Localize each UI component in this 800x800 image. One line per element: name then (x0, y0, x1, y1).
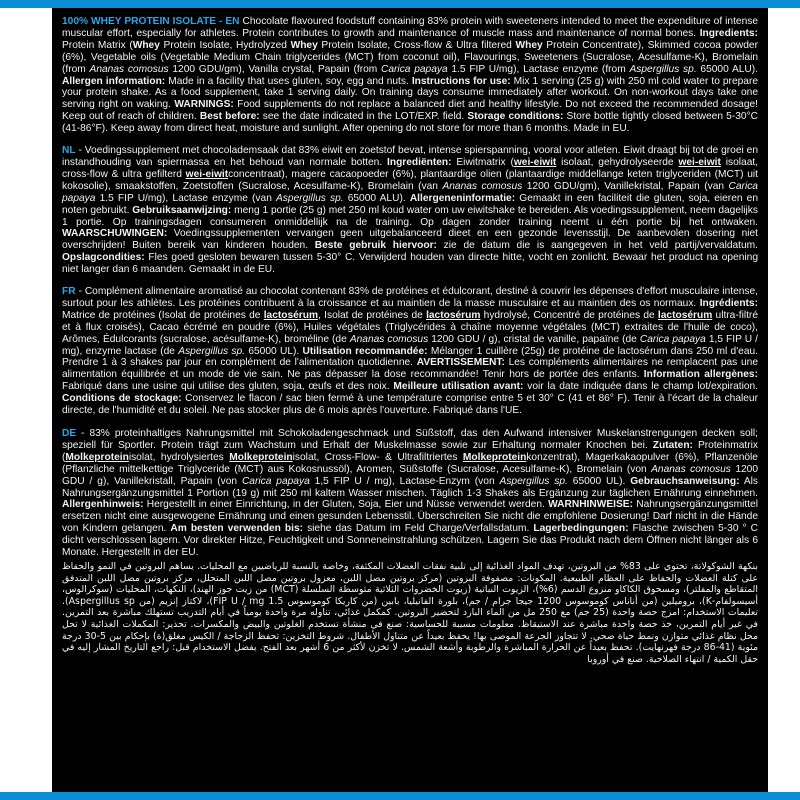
lang-title-en: 100% WHEY PROTEIN ISOLATE - EN (62, 16, 240, 27)
warnings-label-nl: WAARSCHUWINGEN: (62, 228, 168, 240)
lang-title-nl: NL (62, 145, 76, 157)
ingredients-label-nl: Ingrediënten: (387, 156, 452, 168)
use-label-fr: Utilisation recommandée: (302, 345, 428, 357)
lang-title-fr: FR (62, 286, 76, 298)
warnings-label-en: WARNINGS: (174, 99, 234, 111)
storage-label-nl: Opslagcondities: (62, 252, 145, 264)
allergen-label-fr: Information allergènes: (643, 369, 758, 381)
best-before-label-de: Am besten verwenden bis: (170, 523, 304, 535)
allergen-label-de: Allergenhinweis: (62, 499, 144, 511)
label-text-panel (52, 8, 768, 792)
bottom-blue-stripe (0, 792, 800, 800)
use-label-en: Instructions for use: (411, 75, 511, 87)
allergen-label-en: Allergen information: (62, 75, 166, 87)
storage-label-fr: Conditions de stockage: (62, 393, 182, 405)
use-label-nl: Gebruiksaanwijzing: (132, 204, 232, 216)
storage-label-de: Lagerbedingungen: (533, 523, 629, 535)
top-blue-stripe (0, 0, 800, 8)
best-before-label-fr: Meilleure utilisation avant: (393, 381, 524, 393)
allergen-label-nl: Allergeneninformatie: (409, 192, 516, 204)
ingredients-label-fr: Ingrédients: (699, 297, 758, 309)
section-en: 100% WHEY PROTEIN ISOLATE - EN Chocolate flavoured foodstuff containing 83% protein with sweeteners intended to meet the expenditure of intense muscular effort, especially for athletes. Protein contributes to growth and maintenance of muscle mass and maintenance of normal bones. Ingredients: Protein Matrix (Whey Protein Isolate, Hydrolyzed Whey Protein Isolate, Cross-flow & Ultra filtered Whey Protein Concentrate), Skimmed cocoa powder (6%), Vegetable oils (Vegetable Medium Chain triglycerides (MCT) from coconut oil), Flavourings, Sweeteners (Sucralose, Acesulfame-K), Bromelain (from Ananas comosus 1200 GDU/gm), Vanilla crystal, Papain (from Carica papaya 1.5 FIP U/mg), Lactase enzyme (from Aspergillus sp. 65000 ALU). Allergen information: Made in a facility that uses gluten, soy, egg and nuts. Instructions for use: Mix 1 serving (25 g) with 250 ml cold water to prepare your protein shake. As a food supplement, take 1 serving daily. On training days consume immediately after workout. On non-workout days take one serving right on waking. WARNINGS: Food supplements do not replace a balanced diet and healthy lifestyle. Do not exceed the recommended dosage! Keep out of reach of children. Best before: see the date indicated in the LOT/EXP. field. Storage conditions: Store bottle tightly closed between 5-30°C (41-86°F). Keep away from direct heat, moisture and sunlight. After opening do not store for more than 6 months. Made in EU. (62, 16, 758, 135)
best-before-label-nl: Beste gebruik hiervoor: (314, 240, 437, 252)
ingredients-label-en: Ingredients: (699, 27, 758, 39)
storage-label-en: Storage conditions: (467, 111, 564, 123)
section-fr: FR - Complément alimentaire aromatisé au chocolat contenant 83% de protéines et édulcorant, destiné à couvrir les dépenses d'effort musculaire intense, surtout pour les athlètes. Les protéines contribuent à la croissance et au maintien de la masse musculaire et au maintien des os normaux. Ingrédients: Matrice de protéines (Isolat de protéines de lactosérum, Isolat de protéines de lactosérum hydrolysé, Concentré de protéines de lactosérum ultra-filtré et à flux croisés), Cacao écrémé en poudre (6%), Huiles végétales (Triglycérides à chaîne moyenne végétales (MCT) extraites de l'huile de coco), Arômes, Édulcorants (sucralose, acésulfame-K), broméline (de Ananas comosus 1200 GDU / g), cristal de vanille, papaïne (de Carica papaya 1,5 FIP U / mg), enzyme lactase (de Aspergillus sp. 65000 UL). Utilisation recommandée: Mélanger 1 cuillère (25g) de protéine de lactosérum dans 250 ml d'eau. Prendre 1 à 3 shakes par jour en complément de l'alimentation quotidienne. AVERTISSEMENT: Les compléments alimentaires ne remplacent pas une alimentation équilibrée et un mode de vie sain. Ne pas dépasser la dose recommandée! Tenir hors de portée des enfants. Information allergènes: Fabriqué dans une usine qui utilise des gluten, soja, œufs et des noix. Meilleure utilisation avant: voir la date indiquée dans le champ lot/expiration. Conditions de stockage: Conservez le flacon / sac bien fermé à une température comprise entre 5 et 30° C (41 et 86° F). Tenir à l'écart de la chaleur directe, de l'humidité et du soleil. Ne pas stocker plus de 6 mois après l'ouverture. Fabriqué dans l'UE. (62, 286, 759, 417)
section-nl: NL - Voedingssupplement met chocolademsaak dat 83% eiwit en zoetstof bevat, intense spierspanning, vooral voor atleten. Eiwit draagt bij tot de groei en instandhouding van spiermassa en het behoud van normale botten. Ingrediënten: Eiwitmatrix (wei-eiwit isolaat, gehydrolyseerde wei-eiwit isolaat, cross-flow & ultra gefilterd wei-eiwitconcentraat), magere cacaopoeder (6%), plantaardige olien (plantaardige middellange keten triglyceriden (MCT) uit kokosolie), smaakstoffen, Zoetstoffen (Sucralose, Acesulfame-K), Bromelain (van Ananas comosus 1200 GDU/gm), Vanillekristal, Papain (van Carica papaya 1.5 FIP U/mg), Lactase enzyme (van Aspergillus sp. 65000 ALU). Allergeneninformatie: Gemaakt in een faciliteit die gluten, soja, eieren en noten gebruikt. Gebruiksaanwijzing: meng 1 portie (25 g) met 250 ml koud water om uw eiwitshake te bereiden. Als voedingssupplement, neem dagelijks 1 portie. Op trainingsdagen consumeren onmiddellijk na de training. Op dagen zonder training neemt u één portie bij het ontwaken. WAARSCHUWINGEN: Voedingssupplementen vervangen geen uitgebalanceerd dieet en een gezonde levensstijl. De aanbevolen dosering niet overschrijden! Buiten bereik van kinderen houden. Beste gebruik hiervoor: zie de datum die is aangegeven in het veld partij/vervaldatum. Opslagcondities: Fles goed gesloten bewaren tussen 5-30° C. Verwijderd houden van directe hitte, vocht en zonlicht. Bewaar het product na opening niet langer dan 6 maanden. Gemaakt in de EU. (62, 145, 759, 276)
lang-title-de: DE (62, 428, 77, 439)
section-ar: بنكهة الشوكولاتة، تحتوي على 83% من البروتين، تهدف المواد الغذائية إلى تلبية نفقات العضلات المكثفة، وخاصة بالنسبة للرياضيين مع المحليات. يساهم البروتين في النمو والحفاظ على كتلة العضلات والحفاظ على العظام الطبيعية. المكونات: مصفوفة البروتين (مركز بروتين مصل اللبن، معزول بروتين مصل اللبن المتحلل، مركز بروتين مصل اللبن المتدفق المتقاطع والمفلتر)، ومسحوق الكاكاو منزوع الدسم (6%)، الزيوت النباتية (زيوت الخضروات الثلاثية متوسطة السلسلة (MCT) من زيت جوز الهند)، النكهات، المحليات (سوكرالوس، أسيسولفام-K)، بروميلين (من أناناس كوموسوس 1200 جيجا جرام / جم)، بلورة الفانيليا، بابين (من كاريكا كوموسوس 1.5 FIP U / mg)، لاكتاز إنزيم (من Aspergillus sp). تعليمات الاستخدام: امزج حصة واحدة (25 جم) مع 250 مل من الماء البارد لتحضير البروتين. كمكمل غذائي، تناوله مرة واحدة يومياً في أيام التدريب تستهلك مباشرة بعد التمرين. في غير أيام التمرين، خذ حصة واحدة مباشرة عند الاستيقاظ. معلومات مسببة للحساسية: صنع في منشأة تستخدم الغلوتين والبيض والمكسرات. تحذير: المكملات الغذائية لا تحل محل نظام غذائي متوازن ونمط حياة صحي. لا تتجاوز الجرعة الموصى بها! يحفظ بعيداً عن متناول الأطفال. شروط التخزين: تحفظ الزجاجة / الكيس مغلق(ة) بإحكام بين 5-30 درجة مئوية (41-86 درجة فهرنهايت). تحفظ بعيداً عن الحرارة المباشرة والرطوبة وأشعة الشمس. لا تخزن لأكثر من 6 أشهر بعد الفتح. يفضل الاستخدام قبل: راجع التاريخ المشار إليه في حقل الكمية / انتهاء الصلاحية. صنع في أوروبا (62, 560, 759, 665)
use-label-de: Gebrauchsanweisung: (630, 475, 740, 487)
section-de: DE - 83% proteinhaltiges Nahrungsmittel mit Schokoladengeschmack und Süßstoff, das den Aufwand intensiver Muskelanstrengungen decken soll; speziell für Sportler. Protein trägt zum Wachstum und Erhalt der Muskelmasse sowie zur Erhaltung normaler Knochen bei. Zutaten: Proteinmatrix (Molkeproteinisolat, hydrolysiertes Molkeproteinisolat, Cross-Flow- & Ultrafiltriertes Molkeproteinkonzentrat), Magerkakaopulver (6%), Pflanzenöle (Pflanzliche mittelkettige Triglyceride (MCT) aus Kokosnussöl), Aromen, Süßstoffe (Sucralose, Acesulfame-K), Bromelain (von Ananas comosus 1200 GDU / g), Vanillekristall, Papain (von Carica papaya 1,5 FIP U / mg), Lactase-Enzym (von Aspergillus sp. 65000 UL). Gebrauchsanweisung: Als Nahrungsergänzungsmittel 1 Portion (19 g) mit 250 ml kaltem Wasser mischen. Täglich 1-3 Shakes als Ergänzung zur täglichen Ernährung einnehmen. Allergenhinweis: Hergestellt in einer Einrichtung, in der Gluten, Soja, Eier und Nüsse verwendet werden. WARNHINWEISE: Nahrungsergänzungsmittel ersetzen nicht eine ausgewogene Ernährung und einen gesunden Lebensstil. Überschreiten Sie nicht die empfohlene Dosierung! Darf nicht in die Hände von Kindern gelangen. Am besten verwenden bis: siehe das Datum im Feld Charge/Verfallsdatum. Lagerbedingungen: Flasche zwischen 5-30 ° C dicht verschlossen lagern. Vor direkter Hitze, Feuchtigkeit und Sonneneinstrahlung schützen. Lagern Sie das Produkt nach dem Öffnen nicht länger als 6 Monate. Hergestellt in der EU. (62, 428, 759, 559)
ingredients-label-de: Zutaten: (652, 439, 693, 451)
warnings-label-fr: AVERTISSEMENT: (416, 357, 505, 369)
best-before-label-en: Best before: (199, 111, 260, 123)
warnings-label-de: WARNHINWEISE: (548, 499, 633, 511)
